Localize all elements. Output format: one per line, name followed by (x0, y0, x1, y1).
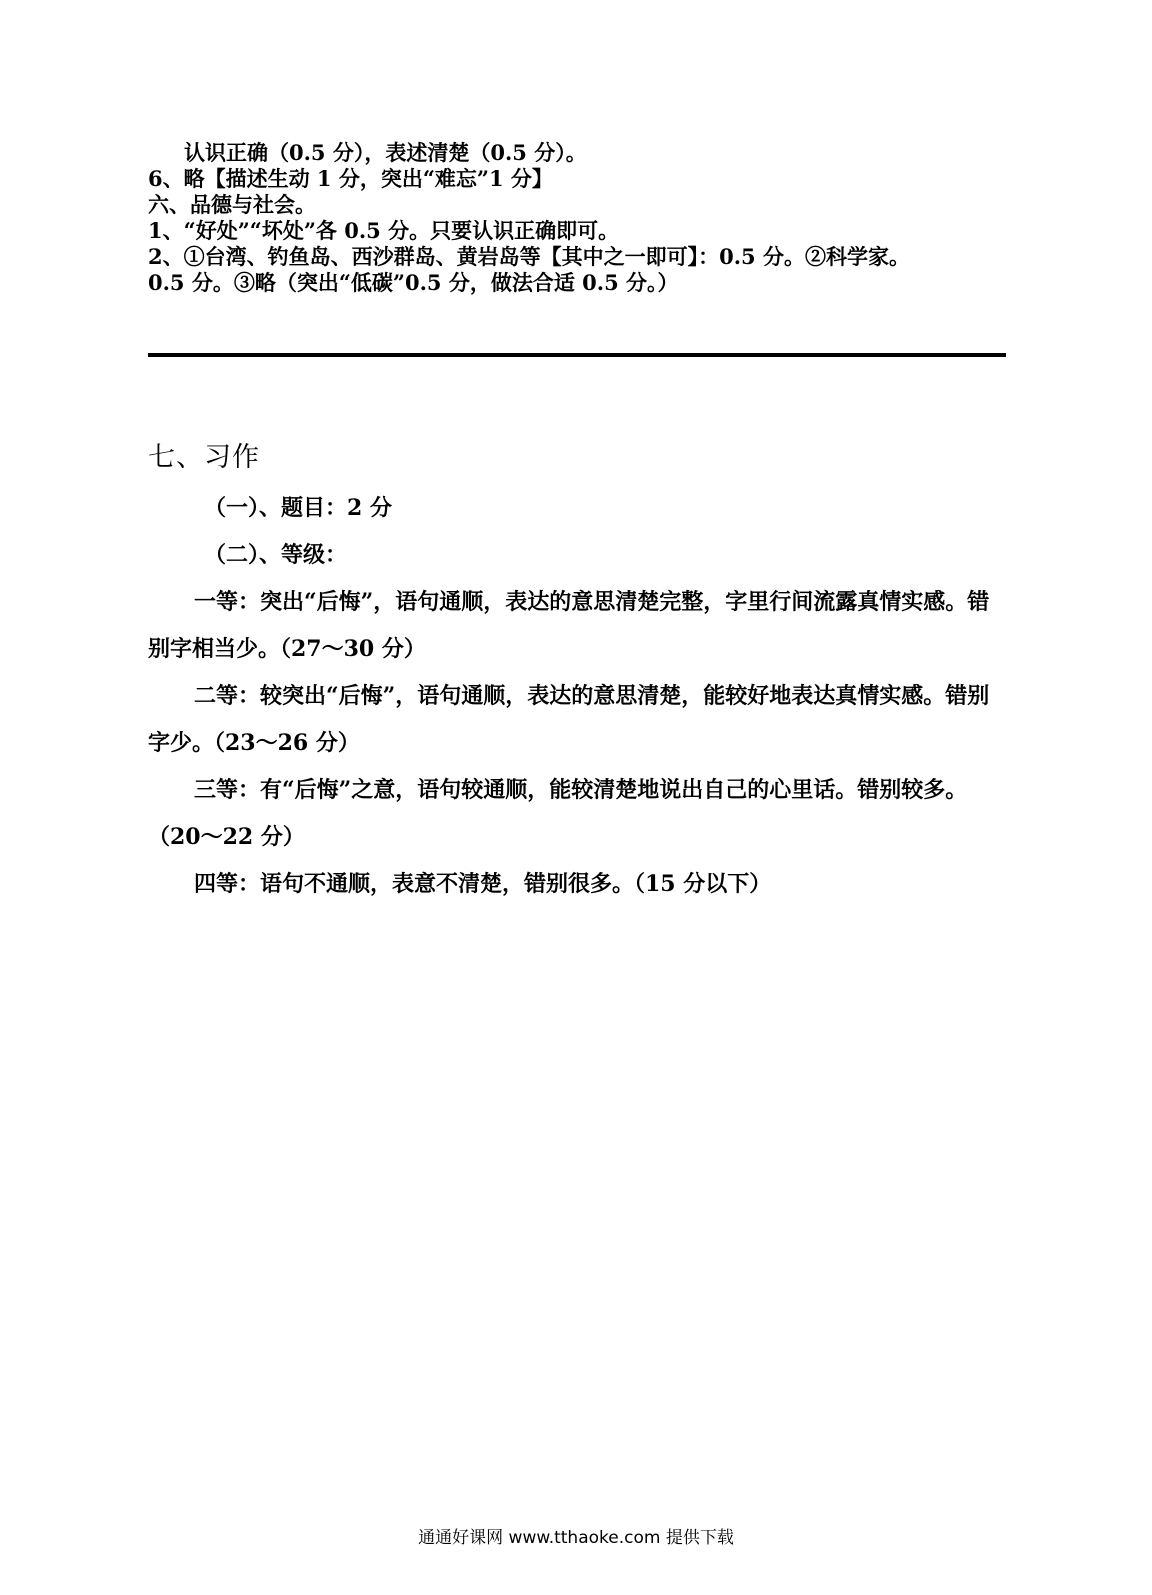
answer-line-2: 6、略【描述生动 1 分，突出“难忘”1 分】 (148, 166, 553, 191)
footer-source: 通通好课网 www.tthaoke.com 提供下载 (418, 1528, 734, 1548)
answer-line-6: 0.5 分。③略（突出“低碳”0.5 分，做法合适 0.5 分。） (148, 270, 679, 295)
grade-third: 三等：有“后悔”之意，语句较通顺，能较清楚地说出自己的心里话。错别较多。（20～22 分） (148, 777, 968, 850)
answer-heading-social: 六、品德与社会。 (148, 192, 316, 217)
essay-part-title: （一）、题目：2 分 (204, 495, 392, 521)
answer-line-1: 认识正确（0.5 分），表述清楚（0.5 分）。 (184, 140, 587, 165)
essay-grading-section (148, 485, 994, 908)
essay-part-grades: （二）、等级： (204, 542, 348, 568)
essay-section-title: 七、习作 (148, 442, 260, 473)
answer-line-5: 2、①台湾、钓鱼岛、西沙群岛、黄岩岛等【其中之一即可】：0.5 分。②科学家。 (148, 244, 910, 269)
answer-line-4: 1、“好处”“坏处”各 0.5 分。只要认识正确即可。 (148, 218, 620, 243)
answer-key-section (148, 140, 1008, 296)
grade-first: 一等：突出“后悔”，语句通顺，表达的意思清楚完整，字里行间流露真情实感。错别字相当少。（27～30 分） (148, 589, 990, 662)
grade-fourth: 四等：语句不通顺，表意不清楚，错别很多。（15 分以下） (194, 871, 772, 897)
grade-second: 二等：较突出“后悔”，语句通顺，表达的意思清楚，能较好地表达真情实感。错别字少。（23～26 分） (148, 683, 990, 756)
divider-line (148, 353, 1006, 357)
